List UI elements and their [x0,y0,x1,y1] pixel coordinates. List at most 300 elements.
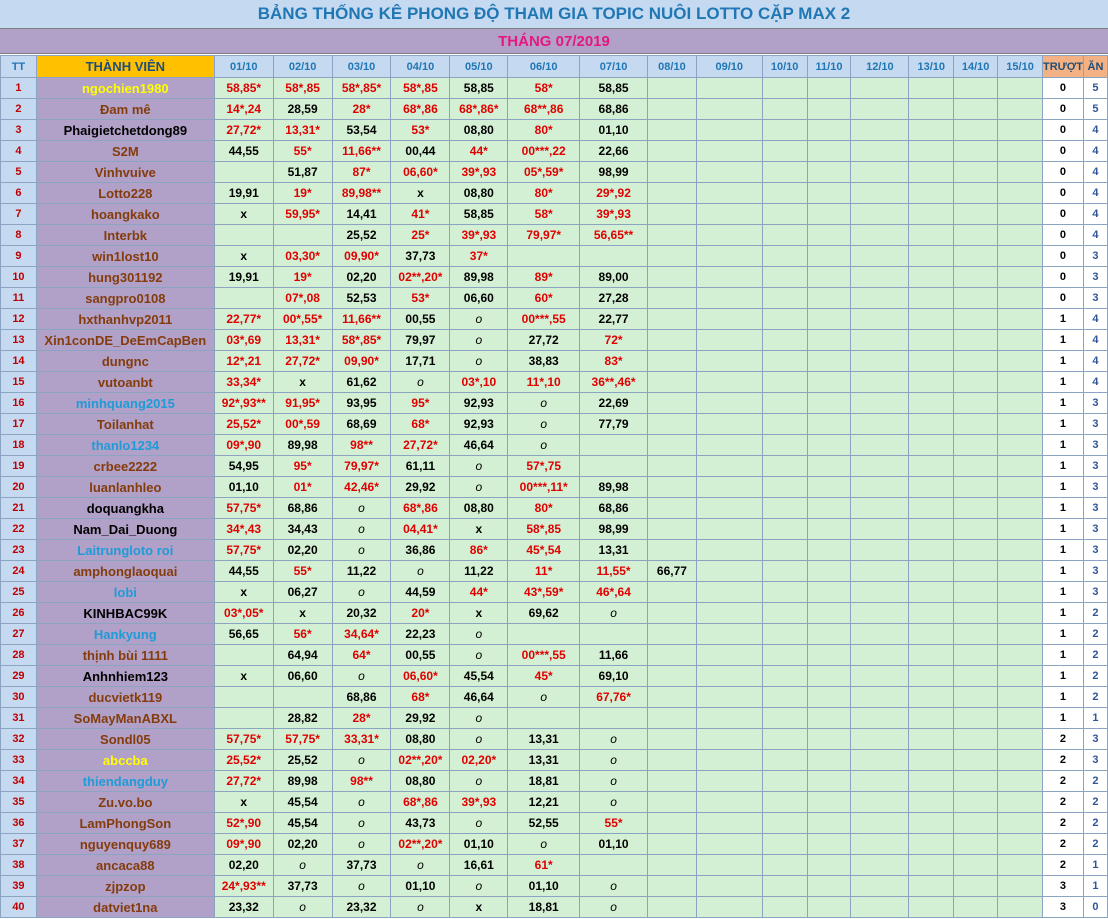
day-cell [807,687,851,708]
day-cell [851,267,909,288]
day-cell: o [273,897,332,918]
day-cell [998,120,1043,141]
an-count: 4 [1083,309,1107,330]
day-cell: 39*,93 [450,162,508,183]
day-cell [851,750,909,771]
row-number: 24 [1,561,37,582]
day-cell: 58,85* [214,78,273,99]
day-cell [696,183,762,204]
member-name: thanlo1234 [36,435,214,456]
day-cell: 29,92 [391,708,450,729]
page-title: BẢNG THỐNG KÊ PHONG ĐỘ THAM GIA TOPIC NUÔI LOTTO CẶP MAX 2 [0,0,1108,28]
day-cell [998,519,1043,540]
an-count: 4 [1083,330,1107,351]
member-name: dungnc [36,351,214,372]
truot-count: 0 [1043,267,1084,288]
day-cell [762,750,807,771]
col-date: 08/10 [647,56,696,78]
day-cell: 08,80 [391,729,450,750]
table-row [1,330,1108,351]
day-cell [807,582,851,603]
day-cell [807,834,851,855]
an-count: 4 [1083,162,1107,183]
day-cell [762,540,807,561]
day-cell: o [450,456,508,477]
an-count: 3 [1083,540,1107,561]
day-cell: 00,55 [391,309,450,330]
day-cell [807,708,851,729]
day-cell [909,351,954,372]
day-cell [807,813,851,834]
day-cell [807,204,851,225]
day-cell [762,120,807,141]
day-cell: 01,10 [214,477,273,498]
day-cell [851,120,909,141]
member-name: zjpzop [36,876,214,897]
day-cell [807,540,851,561]
day-cell [998,393,1043,414]
day-cell: 52,53 [332,288,391,309]
day-cell: 68**,86 [508,99,580,120]
day-cell: 24*,93** [214,876,273,897]
day-cell [954,393,998,414]
day-cell: 11*,10 [508,372,580,393]
day-cell [807,393,851,414]
row-number: 10 [1,267,37,288]
day-cell [762,183,807,204]
day-cell [998,645,1043,666]
day-cell: o [450,645,508,666]
day-cell: 29,92 [391,477,450,498]
day-cell: 79,97* [508,225,580,246]
day-cell [696,897,762,918]
member-name: hxthanhvp2011 [36,309,214,330]
an-count: 3 [1083,414,1107,435]
table-row [1,351,1108,372]
day-cell [909,855,954,876]
day-cell: 60* [508,288,580,309]
day-cell [508,708,580,729]
truot-count: 1 [1043,540,1084,561]
row-number: 7 [1,204,37,225]
day-cell: 95* [273,456,332,477]
day-cell [851,288,909,309]
day-cell: 01,10 [391,876,450,897]
day-cell [647,897,696,918]
day-cell [647,666,696,687]
day-cell [647,729,696,750]
col-date: 02/10 [273,56,332,78]
table-row [1,141,1108,162]
day-cell: 57*,75 [508,456,580,477]
day-cell: 51,87 [273,162,332,183]
an-count: 1 [1083,855,1107,876]
day-cell [998,372,1043,393]
day-cell [909,78,954,99]
day-cell [807,120,851,141]
day-cell [696,855,762,876]
day-cell [954,897,998,918]
day-cell: o [450,477,508,498]
day-cell [954,288,998,309]
day-cell [851,414,909,435]
day-cell [214,162,273,183]
table-row [1,876,1108,897]
day-cell [909,750,954,771]
day-cell [696,687,762,708]
day-cell [954,813,998,834]
day-cell [807,162,851,183]
truot-count: 0 [1043,141,1084,162]
truot-count: 2 [1043,750,1084,771]
day-cell: 44,55 [214,141,273,162]
day-cell [762,876,807,897]
day-cell [647,624,696,645]
day-cell: 56,65** [580,225,648,246]
day-cell [762,708,807,729]
member-name: hung301192 [36,267,214,288]
day-cell [998,309,1043,330]
truot-count: 1 [1043,414,1084,435]
table-row [1,372,1108,393]
an-count: 3 [1083,498,1107,519]
day-cell [807,561,851,582]
day-cell [851,624,909,645]
day-cell: 01* [273,477,332,498]
col-date: 11/10 [807,56,851,78]
day-cell [998,792,1043,813]
day-cell [851,876,909,897]
day-cell [647,120,696,141]
an-count: 5 [1083,78,1107,99]
an-count: 5 [1083,99,1107,120]
truot-count: 2 [1043,855,1084,876]
day-cell: 67,76* [580,687,648,708]
member-name: ducvietk119 [36,687,214,708]
day-cell [807,603,851,624]
day-cell: o [273,855,332,876]
day-cell: 98,99 [580,519,648,540]
day-cell [762,666,807,687]
day-cell [696,288,762,309]
day-cell: 02**,20* [391,834,450,855]
table-row [1,288,1108,309]
day-cell [762,603,807,624]
day-cell [696,414,762,435]
member-name: sangpro0108 [36,288,214,309]
member-name: Đam mê [36,99,214,120]
day-cell: 16,61 [450,855,508,876]
day-cell [998,561,1043,582]
day-cell: 64* [332,645,391,666]
row-number: 31 [1,708,37,729]
day-cell [954,330,998,351]
member-name: Interbk [36,225,214,246]
day-cell: 22,77 [580,309,648,330]
day-cell [807,246,851,267]
day-cell: 13,31 [580,540,648,561]
day-cell: 06,60 [450,288,508,309]
day-cell [762,645,807,666]
table-row [1,99,1108,120]
an-count: 3 [1083,393,1107,414]
member-name: datviet1na [36,897,214,918]
member-name: KINHBAC99K [36,603,214,624]
day-cell: 00*,59 [273,414,332,435]
day-cell [647,78,696,99]
day-cell [851,393,909,414]
an-count: 2 [1083,624,1107,645]
day-cell [762,687,807,708]
day-cell: 68,86 [332,687,391,708]
day-cell: o [580,750,648,771]
day-cell [696,666,762,687]
day-cell [762,897,807,918]
an-count: 3 [1083,561,1107,582]
day-cell [762,834,807,855]
an-count: 4 [1083,351,1107,372]
row-number: 2 [1,99,37,120]
day-cell: 08,80 [450,498,508,519]
day-cell [954,771,998,792]
day-cell: x [450,897,508,918]
table-row [1,120,1108,141]
table-row [1,813,1108,834]
member-name: LamPhongSon [36,813,214,834]
day-cell [954,351,998,372]
day-cell [954,729,998,750]
day-cell [762,729,807,750]
day-cell [954,876,998,897]
day-cell: x [450,603,508,624]
day-cell: 45* [508,666,580,687]
day-cell: 53* [391,288,450,309]
day-cell [647,477,696,498]
row-number: 19 [1,456,37,477]
member-name: Zu.vo.bo [36,792,214,813]
member-name: Anhnhiem123 [36,666,214,687]
day-cell [762,393,807,414]
member-name: Hankyung [36,624,214,645]
day-cell [998,225,1043,246]
day-cell [647,519,696,540]
day-cell: 80* [508,498,580,519]
day-cell [851,498,909,519]
day-cell [954,540,998,561]
day-cell [647,267,696,288]
day-cell: 22,69 [580,393,648,414]
row-number: 39 [1,876,37,897]
day-cell [998,330,1043,351]
day-cell: 92*,93** [214,393,273,414]
day-cell [909,876,954,897]
day-cell [909,288,954,309]
col-date: 04/10 [391,56,450,78]
day-cell: 13,31 [508,750,580,771]
an-count: 2 [1083,687,1107,708]
day-cell [954,687,998,708]
day-cell [909,624,954,645]
day-cell: 22,66 [580,141,648,162]
row-number: 37 [1,834,37,855]
day-cell: 55* [273,561,332,582]
day-cell [909,498,954,519]
day-cell: 08,80 [450,183,508,204]
day-cell: o [450,624,508,645]
day-cell [954,204,998,225]
day-cell: o [450,351,508,372]
day-cell [696,477,762,498]
day-cell [696,519,762,540]
row-number: 21 [1,498,37,519]
truot-count: 0 [1043,246,1084,267]
day-cell [762,225,807,246]
day-cell: 68*,86* [450,99,508,120]
table-row [1,603,1108,624]
day-cell [647,225,696,246]
day-cell [696,372,762,393]
day-cell: 41* [391,204,450,225]
row-number: 36 [1,813,37,834]
day-cell [954,267,998,288]
day-cell [954,246,998,267]
an-count: 2 [1083,603,1107,624]
day-cell [807,414,851,435]
day-cell [762,99,807,120]
day-cell: 89* [508,267,580,288]
day-cell [807,624,851,645]
member-name: hoangkako [36,204,214,225]
day-cell [807,855,851,876]
day-cell [214,225,273,246]
day-cell: o [450,708,508,729]
col-date: 07/10 [580,56,648,78]
day-cell: 02,20 [273,834,332,855]
row-number: 35 [1,792,37,813]
table-row [1,582,1108,603]
day-cell [696,435,762,456]
day-cell: 01,10 [508,876,580,897]
day-cell [909,687,954,708]
row-number: 12 [1,309,37,330]
member-name: minhquang2015 [36,393,214,414]
day-cell: 09*,90 [214,834,273,855]
day-cell: 46,64 [450,687,508,708]
day-cell: 28* [332,708,391,729]
day-cell [851,351,909,372]
day-cell: 09,90* [332,351,391,372]
day-cell [998,99,1043,120]
member-name: Lotto228 [36,183,214,204]
table-row [1,204,1108,225]
an-count: 2 [1083,771,1107,792]
col-date: 10/10 [762,56,807,78]
col-tt: TT [1,56,37,78]
day-cell [647,855,696,876]
day-cell: 14,41 [332,204,391,225]
day-cell: 28* [332,99,391,120]
day-cell: x [214,246,273,267]
member-name: Toilanhat [36,414,214,435]
day-cell [696,351,762,372]
day-cell [762,162,807,183]
day-cell [807,351,851,372]
day-cell [851,645,909,666]
member-name: Sondl05 [36,729,214,750]
member-name: Xin1conDE_DeEmCapBen [36,330,214,351]
truot-count: 1 [1043,687,1084,708]
day-cell [998,204,1043,225]
day-cell [998,813,1043,834]
truot-count: 1 [1043,393,1084,414]
day-cell: 20* [391,603,450,624]
day-cell [214,687,273,708]
day-cell: 66,77 [647,561,696,582]
day-cell: 37* [450,246,508,267]
day-cell: 27,72* [273,351,332,372]
day-cell: 89,98 [580,477,648,498]
day-cell [954,456,998,477]
day-cell [508,624,580,645]
member-name: S2M [36,141,214,162]
day-cell: 00,44 [391,141,450,162]
day-cell: 80* [508,183,580,204]
day-cell: 44,55 [214,561,273,582]
day-cell: 19* [273,267,332,288]
day-cell [954,645,998,666]
day-cell [909,519,954,540]
day-cell: 83* [580,351,648,372]
day-cell [851,771,909,792]
truot-count: 1 [1043,603,1084,624]
day-cell: 25,52* [214,750,273,771]
day-cell [696,225,762,246]
day-cell: 00*,55* [273,309,332,330]
day-cell [580,708,648,729]
day-cell [807,330,851,351]
an-count: 1 [1083,708,1107,729]
day-cell [998,750,1043,771]
truot-count: 2 [1043,729,1084,750]
row-number: 16 [1,393,37,414]
member-name: ancaca88 [36,855,214,876]
day-cell: 43*,59* [508,582,580,603]
day-cell [807,78,851,99]
day-cell [807,99,851,120]
day-cell [851,477,909,498]
day-cell [909,225,954,246]
day-cell: 68*,86 [391,99,450,120]
day-cell: o [508,435,580,456]
day-cell [696,603,762,624]
day-cell: 08,80 [450,120,508,141]
day-cell [647,372,696,393]
day-cell: 34*,43 [214,519,273,540]
day-cell [909,309,954,330]
day-cell [696,267,762,288]
day-cell [954,372,998,393]
day-cell: 58,85 [450,78,508,99]
day-cell [647,645,696,666]
day-cell [762,246,807,267]
col-truot: TRƯỢT [1043,56,1084,78]
day-cell: 11,22 [332,561,391,582]
day-cell [647,834,696,855]
day-cell: 64,94 [273,645,332,666]
day-cell [696,78,762,99]
day-cell: 13,31 [508,729,580,750]
day-cell [762,477,807,498]
